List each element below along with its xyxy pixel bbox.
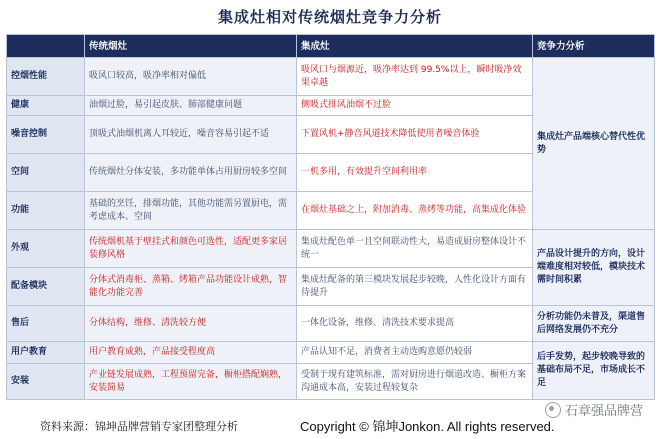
table-row	[7, 306, 655, 342]
dimension-cell: 噪音控制	[7, 116, 85, 154]
header-cell	[7, 35, 85, 58]
integrated-cell: 集成灶配备的第三模块发展起步较晚，人性化设计方面有待提升	[297, 268, 533, 306]
traditional-cell: 分体式消毒柜、蒸箱、烤箱产品功能设计成熟，智能化功能完善	[85, 268, 297, 306]
header-cell: 竞争力分析	[533, 35, 655, 58]
analysis-cell: 分析功能仍未普及，渠道售后网络发展仍不充分	[533, 306, 655, 342]
header-cell: 集成灶	[297, 35, 533, 58]
traditional-cell: 顶吸式油烟机离人耳较近，噪音容易引起不适	[85, 116, 297, 154]
analysis-cell: 集成灶产品端核心替代性优势	[533, 58, 655, 230]
page-title: 集成灶相对传统烟灶竞争力分析	[217, 8, 442, 26]
dimension-cell: 控烟性能	[7, 58, 85, 96]
traditional-cell: 传统烟灶分体安装，多功能单体占用厨房较多空间	[85, 154, 297, 192]
integrated-cell: 一体化设备，维修、清洗技术要求提高	[297, 306, 533, 342]
source-note: 资料来源：锦坤品牌营销专家团整理分析	[40, 420, 238, 433]
copyright-notice: Copyright © 锦坤Jonkon. All rights reserved.	[300, 419, 555, 434]
dimension-cell: 外观	[7, 230, 85, 268]
dimension-cell: 售后	[7, 306, 85, 342]
integrated-cell: 下置风机+静音风道技术降低使用者噪音体验	[297, 116, 533, 154]
traditional-cell: 产业链发展成熟，工程预留完备，橱柜搭配娴熟，安装简易	[85, 364, 297, 400]
dimension-cell: 空间	[7, 154, 85, 192]
table-row	[7, 58, 655, 96]
analysis-cell: 后手发势，起步较晚导致的基础布局不足，市场成长不足	[533, 342, 655, 400]
dimension-cell: 功能	[7, 192, 85, 230]
header-cell: 传统烟灶	[85, 35, 297, 58]
analysis-cell: 产品设计提升的方向，设计端难度相对较低，模块技术需时间积累	[533, 230, 655, 306]
integrated-cell: 产品认知不足，消费者主动选购意愿仍较弱	[297, 342, 533, 364]
integrated-cell: 一机多用，有效提升空间利用率	[297, 154, 533, 192]
integrated-cell: 在烟灶基础之上，附加消毒、蒸烤等功能，高集成化体验	[297, 192, 533, 230]
integrated-cell: 受制于现有建筑标准，需对厨房进行烟道改造、橱柜方案沟通成本高，安装过程较复杂	[297, 364, 533, 400]
table-row	[7, 342, 655, 364]
table-header-row	[7, 35, 655, 58]
integrated-cell: 集成灶配色单一且空间联动性大，易造成厨房整体设计不统一	[297, 230, 533, 268]
integrated-cell: 侧吸式排风油烟不过脸	[297, 96, 533, 116]
traditional-cell: 用户教育成熟，产品接受程度高	[85, 342, 297, 364]
dimension-cell: 用户教育	[7, 342, 85, 364]
table-row	[7, 230, 655, 268]
dimension-cell: 安装	[7, 364, 85, 400]
traditional-cell: 分体结构，维修、清洗较方便	[85, 306, 297, 342]
traditional-cell: 油烟过脸，易引起皮肤、肺部健康问题	[85, 96, 297, 116]
traditional-cell: 传统烟机基于壁挂式和颜色可选性，适配更多家居装修风格	[85, 230, 297, 268]
integrated-cell: 吸风口与烟源近，吸净率达到 99.5%以上，瞬时吸净效果卓越	[297, 58, 533, 96]
footer	[0, 414, 660, 439]
watermark-text: 石章强品牌营	[565, 404, 644, 419]
traditional-cell: 吸风口较高，吸净率相对偏低	[85, 58, 297, 96]
dimension-cell: 配备模块	[7, 268, 85, 306]
dimension-cell: 健康	[7, 96, 85, 116]
comparison-table	[6, 34, 655, 400]
traditional-cell: 基础的烹饪，排烟功能，其他功能需另置厨电，需考虑成本、空间	[85, 192, 297, 230]
